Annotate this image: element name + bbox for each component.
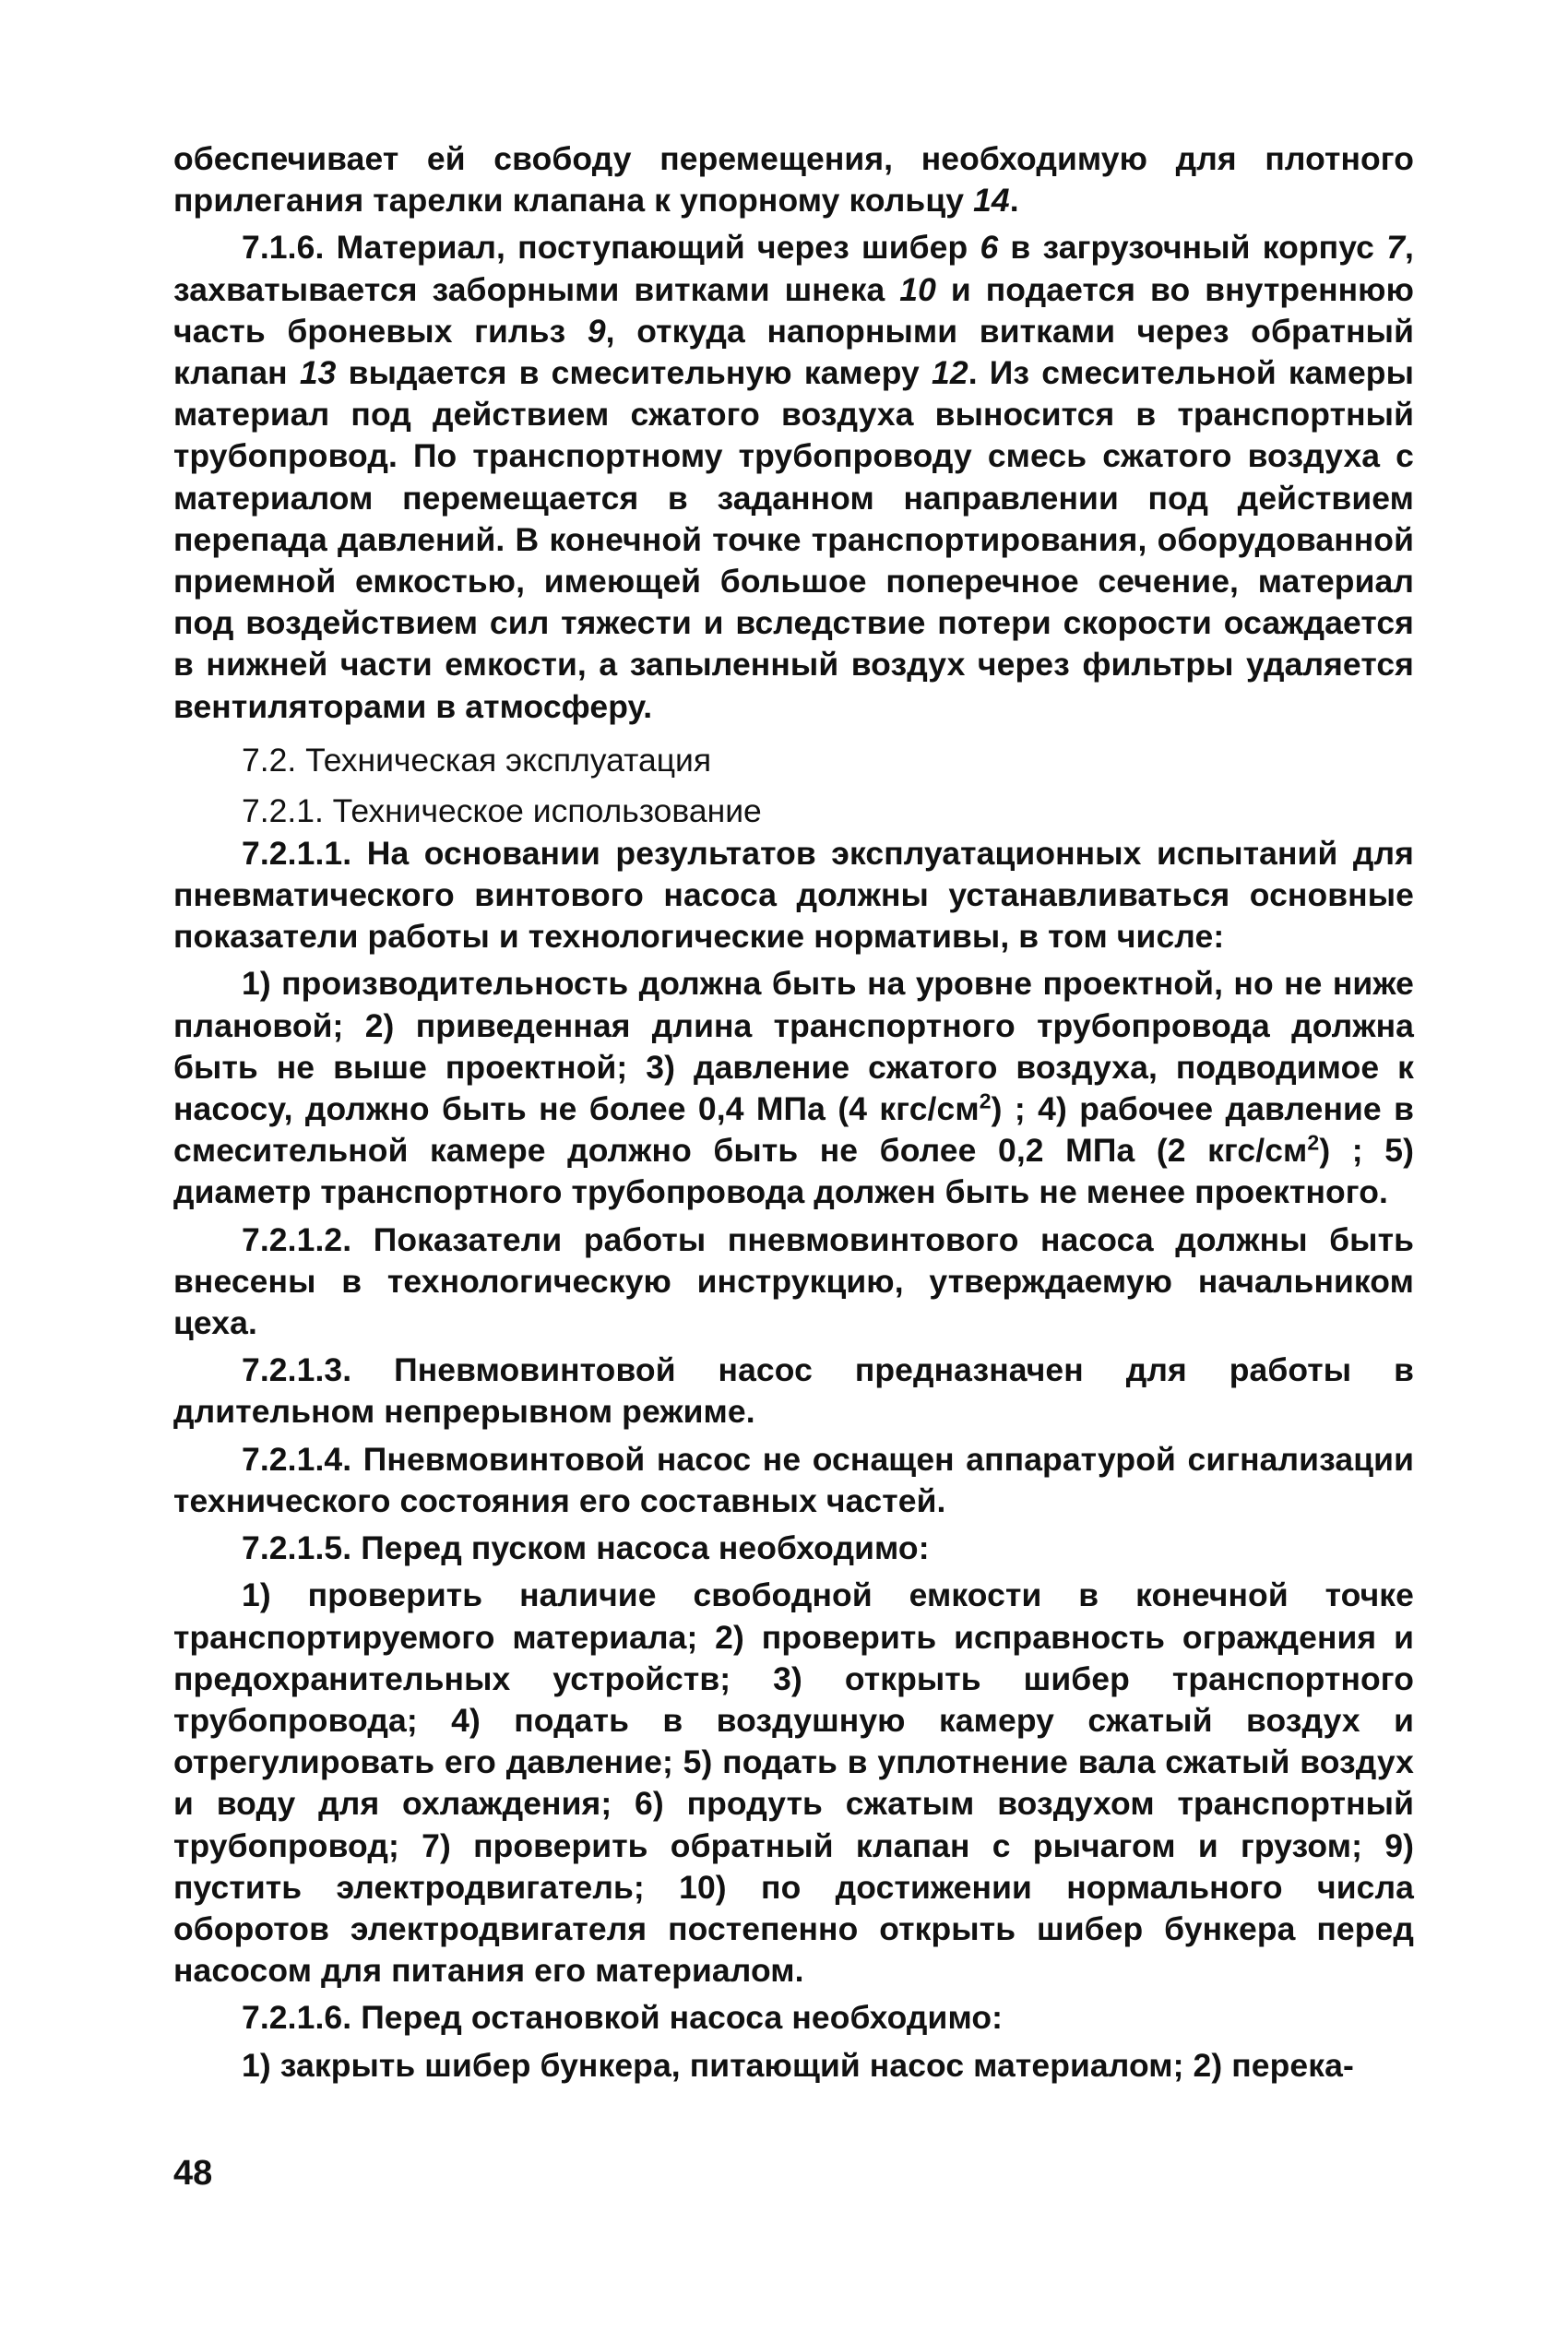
ref-number: 14 — [973, 182, 1010, 220]
paragraph-7-1-6 — [173, 227, 1414, 727]
paragraph-shutdown-steps: 1) закрыть шибер бункера, питающий насос материалом; 2) перека- — [242, 2046, 1354, 2084]
paragraph-7-2-1-2: 7.2.1.2. Показатели работы пневмовинтового насоса должны быть внесены в технологическую инструкцию, утверждаемую начальником цеха. — [173, 1220, 1414, 1342]
text-run: в загрузочный корпус — [998, 229, 1387, 267]
text-run: 7.1.6. Материал, поступающий через шибер — [242, 229, 980, 267]
paragraph-7-2-1-3: 7.2.1.3. Пневмовинтовой насос предназначен для работы в длительном непрерывном режиме. — [173, 1351, 1414, 1431]
paragraph-7-2-1-6: 7.2.1.6. Перед остановкой насоса необходимо: — [242, 1999, 1004, 2037]
paragraph-valve-freedom — [173, 138, 1414, 221]
section-heading-7-2-1: 7.2.1. Техническое использование — [242, 791, 762, 829]
paragraph-startup-steps: 1) проверить наличие свободной емкости в конечной точке транспортируемого материала; 2) проверить исправность ограждения и предохранительных устройств; 3) открыть шибер транспортного трубопровода; 4) подать в воздушную камеру сжатый воздух и отрегулировать его давление; 5) подать в уплотнение вала сжатый воздух и воду для охлаждения; 6) продуть сжатым воздухом транспортный трубопровод; 7) проверить обратный клапан с рычагом и грузом; 9) пустить электродвигатель; 10) по достижении нормального числа оборотов электродвигателя постепенно открыть шибер бункера перед насосом для питания его материалом. — [173, 1576, 1414, 1990]
paragraph-7-2-1-1: 7.2.1.1. На основании результатов эксплуатационных испытаний для пневматического винтового насоса должны устанавливаться основные показатели работы и технологические нормативы, в том числе: — [173, 834, 1414, 956]
ref-number: 12 — [932, 354, 968, 392]
text-run: . Из смесительной камеры материал под действием сжатого воздуха выносится в транспортный трубопровод. По транспортному трубопроводу смесь сжатого воздуха с материалом перемещается в заданном направлении под действием перепада давлений. В конечной точке транспортирования, оборудованной приемной емкостью, имеющей большое поперечное сечение, материал под воздействием сил тяжести и вследствие потери скорости осаждается в нижней части емкости, а запыленный воздух через фильтры удаляется вентиляторами в атмосферу. — [173, 354, 1414, 725]
text-run: выдается в смесительную камеру — [336, 354, 932, 392]
section-heading-7-2: 7.2. Техническая эксплуатация — [242, 741, 712, 779]
ref-number: 9 — [587, 312, 606, 350]
text-run: ) ; 5) диаметр транспортного трубопровода должен быть не менее проектного. — [173, 1132, 1414, 1211]
text-run: 1) производительность должна быть на уровне проектной, но не ниже плановой; 2) приведенная длина транспортного трубопровода должна быть не выше проектной; 3) давление сжатого воздуха, подводимое к насосу, должно быть не более 0,4 МПа (4 кгс/см — [173, 965, 1414, 1128]
text-run: и подается во внутреннюю часть броневых гильз — [173, 270, 1414, 350]
superscript: 2 — [1307, 1130, 1320, 1155]
paragraph-norms-list — [173, 963, 1414, 1213]
paragraph-7-2-1-5: 7.2.1.5. Перед пуском насоса необходимо: — [242, 1529, 930, 1567]
document-page — [173, 138, 1414, 2092]
text-run: обеспечивает ей свободу перемещения, необходимую для плотного прилегания тарелки клапана к упорному кольцу — [173, 140, 1414, 220]
text-run: , откуда напорными витками через обратный клапан — [173, 312, 1414, 392]
paragraph-7-2-1-4: 7.2.1.4. Пневмовинтовой насос не оснащен аппаратурой сигнализации технического состояния его составных частей. — [173, 1440, 1414, 1519]
ref-number: 6 — [980, 229, 999, 267]
text-run: ) ; 4) рабочее давление в смесительной камере должно быть не более 0,2 МПа (2 кгс/см — [173, 1090, 1414, 1170]
page-number: 48 — [173, 2154, 213, 2193]
ref-number: 13 — [299, 354, 337, 392]
ref-number: 10 — [899, 270, 936, 308]
text-run: . — [1009, 182, 1019, 220]
ref-number: 7 — [1386, 229, 1406, 267]
superscript: 2 — [979, 1088, 992, 1113]
text-run: , захватывается заборными витками шнека — [173, 229, 1414, 308]
